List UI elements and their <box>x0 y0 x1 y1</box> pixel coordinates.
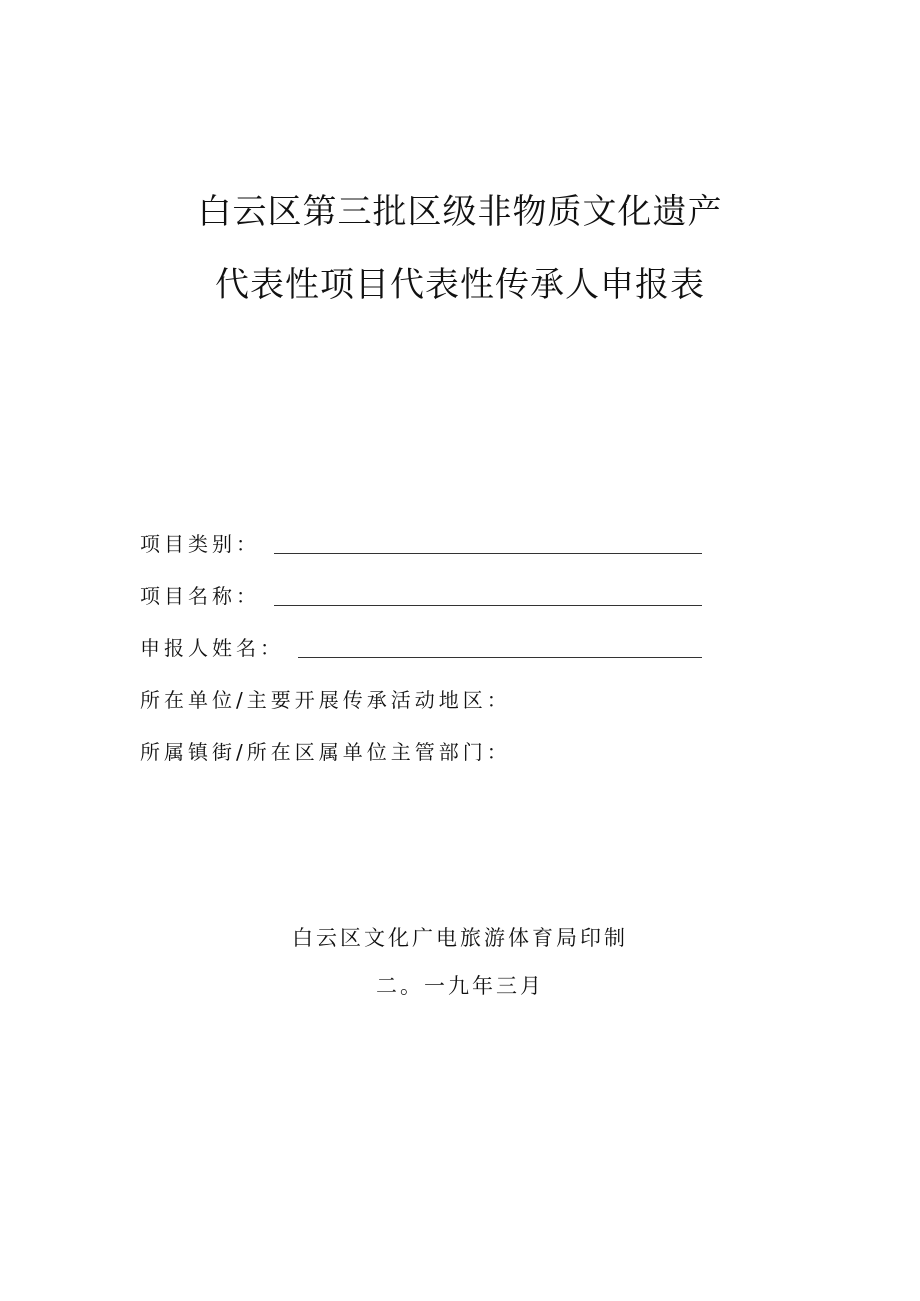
document-title-line-2: 代表性项目代表性传承人申报表 <box>215 265 705 305</box>
field-label-project-name: 项目名称： <box>140 584 260 608</box>
field-supervising-department <box>140 736 511 765</box>
field-project-name <box>140 580 702 609</box>
field-project-category <box>140 528 702 557</box>
fill-in-line-applicant-name <box>298 656 702 658</box>
fill-in-line-project-category <box>274 552 702 554</box>
field-label-unit-region: 所在单位/主要开展传承活动地区： <box>140 688 511 712</box>
field-label-applicant-name: 申报人姓名： <box>140 636 284 660</box>
document-title-line-1: 白云区第三批区级非物质文化遗产 <box>197 192 723 232</box>
issue-date: 二。一九年三月 <box>376 974 544 998</box>
field-applicant-name <box>140 632 702 661</box>
issuer-text: 白云区文化广电旅游体育局印制 <box>292 926 628 950</box>
field-label-supervising-department: 所属镇街/所在区属单位主管部门： <box>140 740 511 764</box>
fill-in-line-project-name <box>274 604 702 606</box>
field-label-project-category: 项目类别： <box>140 532 260 556</box>
field-unit-region <box>140 684 511 713</box>
